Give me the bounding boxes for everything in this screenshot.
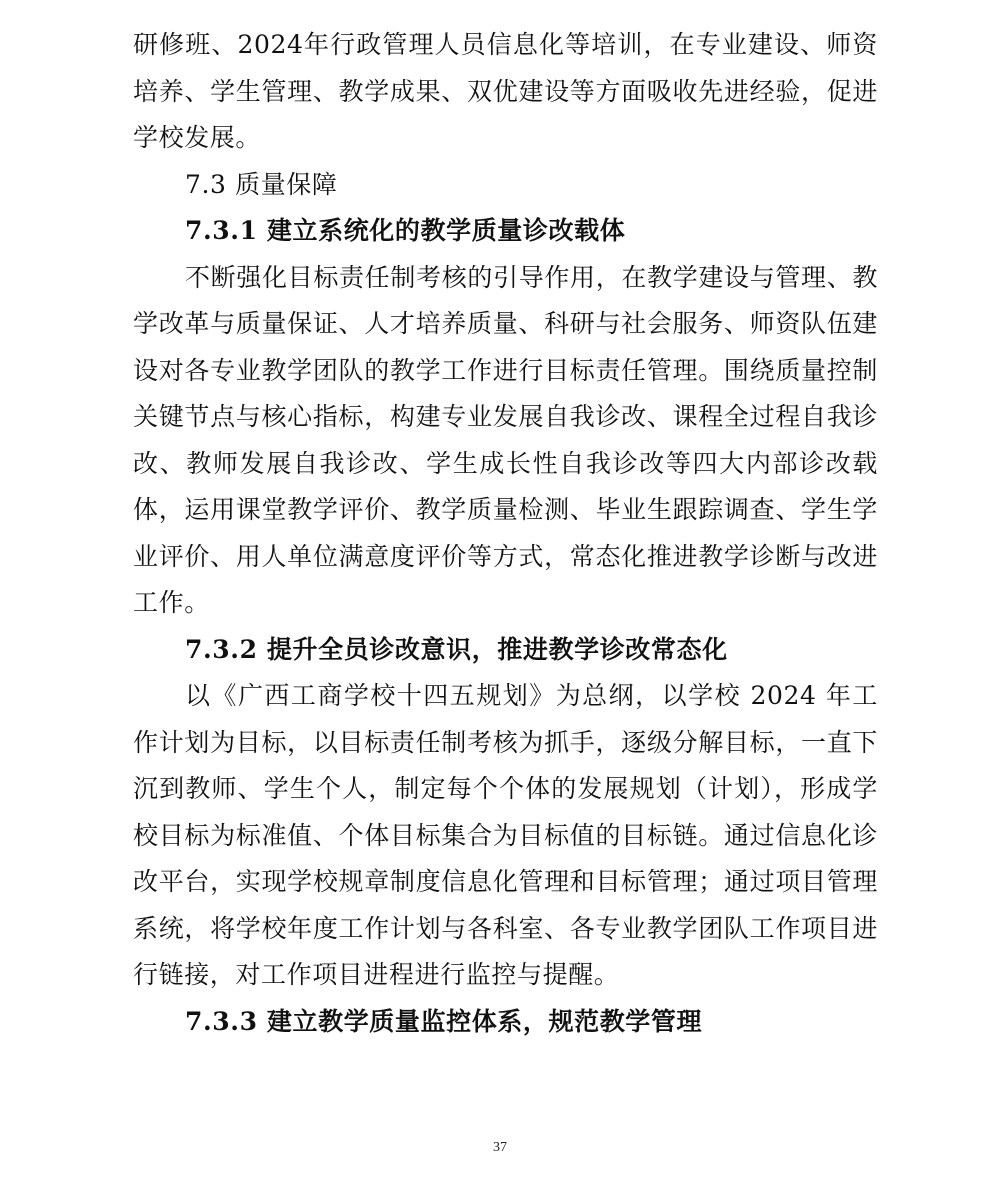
- page-content: [133, 22, 878, 1045]
- heading-7-3-2: 7.3.2 提升全员诊改意识，推进教学诊改常态化: [185, 634, 728, 664]
- paragraph-training-continuation: 研修班、2024年行政管理人员信息化等培训，在专业建设、师资培养、学生管理、教学成果、双优建设等方面吸收先进经验，促进学校发展。: [133, 30, 878, 152]
- heading-7-3-1: 7.3.1 建立系统化的教学质量诊改载体: [185, 216, 626, 245]
- paragraph-7-3-1-body: 不断强化目标责任制考核的引导作用，在教学建设与管理、教学改革与质量保证、人才培养质量、科研与社会服务、师资队伍建设对各专业教学团队的教学工作进行目标责任管理。围绕质量控制关键节点与核心指标，构建专业发展自我诊改、课程全过程自我诊改、教师发展自我诊改、学生成长性自我诊改等四大内部诊改载体，运用课堂教学评价、教学质量检测、毕业生跟踪调查、学生学业评价、用人单位满意度评价等方式，常态化推进教学诊断与改进工作。: [133, 262, 878, 617]
- page-number: 37: [493, 1140, 507, 1155]
- heading-7-3-3: 7.3.3 建立教学质量监控体系，规范教学管理: [185, 1006, 703, 1036]
- paragraph-7-3-2-body: 以《广西工商学校十四五规划》为总纲，以学校 2024 年工作计划为目标，以目标责任制考核为抓手，逐级分解目标，一直下沉到教师、学生个人，制定每个个体的发展规划（计划），形成学校目标为标准值、个体目标集合为目标值的目标链。通过信息化诊改平台，实现学校规章制度信息化管理和目标管理；通过项目管理系统，将学校年度工作计划与各科室、各专业教学团队工作项目进行链接，对工作项目进程进行监控与提醒。: [133, 681, 878, 989]
- heading-7-3: 7.3 质量保障: [185, 169, 338, 199]
